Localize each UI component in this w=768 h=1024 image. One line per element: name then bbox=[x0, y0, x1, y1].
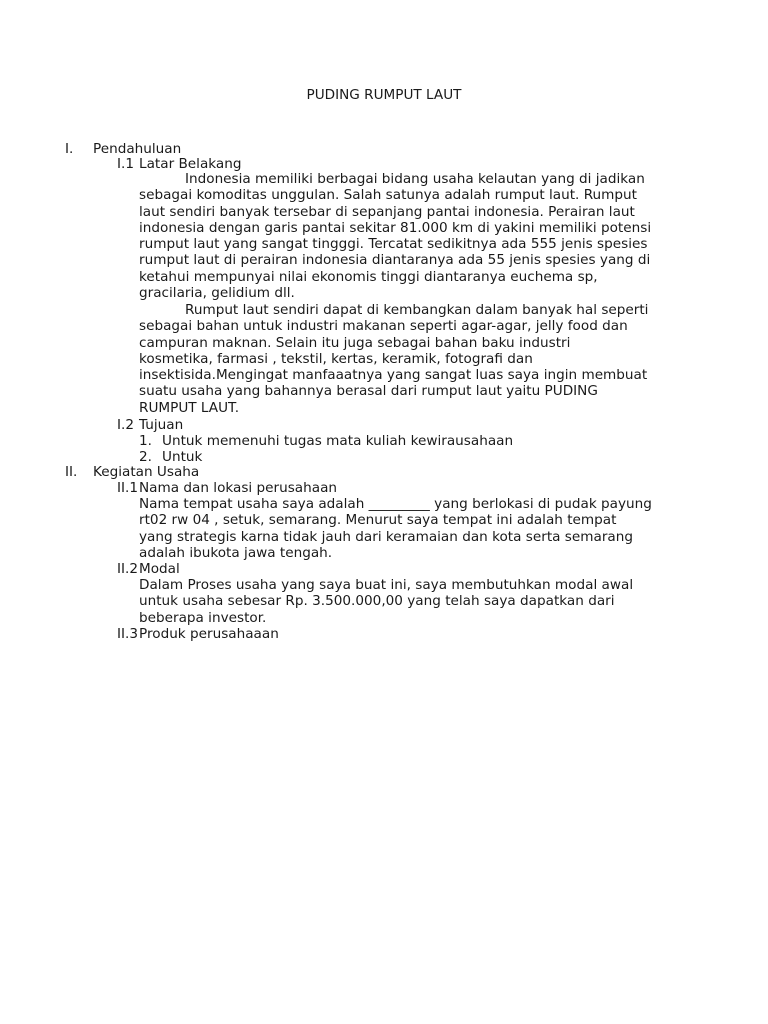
body-paragraph bbox=[139, 302, 648, 416]
paragraph-line: rumput laut di perairan indonesia diantaranya ada 55 jenis spesies yang di bbox=[139, 252, 651, 269]
subsection-heading: Produk perusahaaan bbox=[139, 626, 279, 642]
paragraph-line: yang strategis karna tidak jauh dari keramaian dan kota serta semarang bbox=[139, 528, 633, 545]
subsection-heading: Modal bbox=[139, 561, 180, 577]
subsection-number: II.2 bbox=[117, 561, 138, 577]
section-number: I. bbox=[65, 141, 74, 157]
subsection-number: I.1 bbox=[117, 156, 134, 172]
list-item-text: Untuk bbox=[162, 449, 203, 465]
paragraph-line: campuran maknan. Selain itu juga sebagai bahan baku industri bbox=[139, 334, 571, 351]
paragraph-line: gracilaria, gelidium dll. bbox=[139, 285, 295, 302]
paragraph-line: sebagai bahan untuk industri makanan seperti agar-agar, jelly food dan bbox=[139, 318, 628, 335]
subsection-heading: Latar Belakang bbox=[139, 156, 242, 172]
paragraph-line: Nama tempat usaha saya adalah _________ yang berlokasi di pudak payung bbox=[139, 496, 652, 512]
list-item-text: Untuk memenuhi tugas mata kuliah kewirausahaan bbox=[162, 433, 514, 449]
subsection-number: I.2 bbox=[117, 417, 134, 433]
paragraph-line: Dalam Proses usaha yang saya buat ini, saya membutuhkan modal awal bbox=[139, 577, 634, 593]
subsection-number: II.1 bbox=[117, 480, 138, 496]
subsection-number: II.3 bbox=[117, 626, 138, 642]
paragraph-line: untuk usaha sebesar Rp. 3.500.000,00 yang telah saya dapatkan dari bbox=[139, 593, 615, 610]
paragraph-line: beberapa investor. bbox=[139, 609, 267, 626]
document-title: PUDING RUMPUT LAUT bbox=[306, 87, 462, 103]
paragraph-line: rumput laut yang sangat tingggi. Tercatat sedikitnya ada 555 jenis spesies bbox=[139, 236, 648, 253]
paragraph-line: ketahui mempunyai nilai ekonomis tinggi diantaranya euchema sp, bbox=[139, 268, 598, 285]
paragraph-line: Indonesia memiliki berbagai bidang usaha kelautan yang di jadikan bbox=[185, 171, 645, 187]
paragraph-line: insektisida.Mengingat manfaaatnya yang sangat luas saya ingin membuat bbox=[139, 367, 648, 384]
list-item-number: 1. bbox=[139, 433, 152, 449]
paragraph-line: adalah ibukota jawa tengah. bbox=[139, 544, 333, 561]
paragraph-line: kosmetika, farmasi , tekstil, kertas, keramik, fotografi dan bbox=[139, 350, 533, 367]
section-heading: Kegiatan Usaha bbox=[93, 464, 200, 480]
section-heading: Pendahuluan bbox=[93, 141, 182, 157]
paragraph-line: indonesia dengan garis pantai sekitar 81.000 km di yakini memiliki potensi bbox=[139, 219, 652, 236]
list-item-number: 2. bbox=[139, 449, 152, 465]
paragraph-line: laut sendiri banyak tersebar di sepanjang pantai indonesia. Perairan laut bbox=[139, 203, 635, 220]
body-paragraph bbox=[139, 496, 652, 561]
body-paragraph bbox=[139, 171, 651, 301]
subsection-heading: Tujuan bbox=[139, 417, 184, 433]
paragraph-line: Rumput laut sendiri dapat di kembangkan dalam banyak hal seperti bbox=[185, 302, 649, 318]
paragraph-line: sebagai komoditas unggulan. Salah satunya adalah rumput laut. Rumput bbox=[139, 187, 637, 204]
section-number: II. bbox=[65, 464, 78, 480]
paragraph-line: rt02 rw 04 , setuk, semarang. Menurut saya tempat ini adalah tempat bbox=[139, 512, 617, 529]
subsection-heading: Nama dan lokasi perusahaan bbox=[139, 480, 338, 496]
paragraph-line: RUMPUT LAUT. bbox=[139, 399, 240, 416]
body-paragraph bbox=[139, 577, 633, 626]
paragraph-line: suatu usaha yang bahannya berasal dari rumput laut yaitu PUDING bbox=[139, 383, 598, 400]
